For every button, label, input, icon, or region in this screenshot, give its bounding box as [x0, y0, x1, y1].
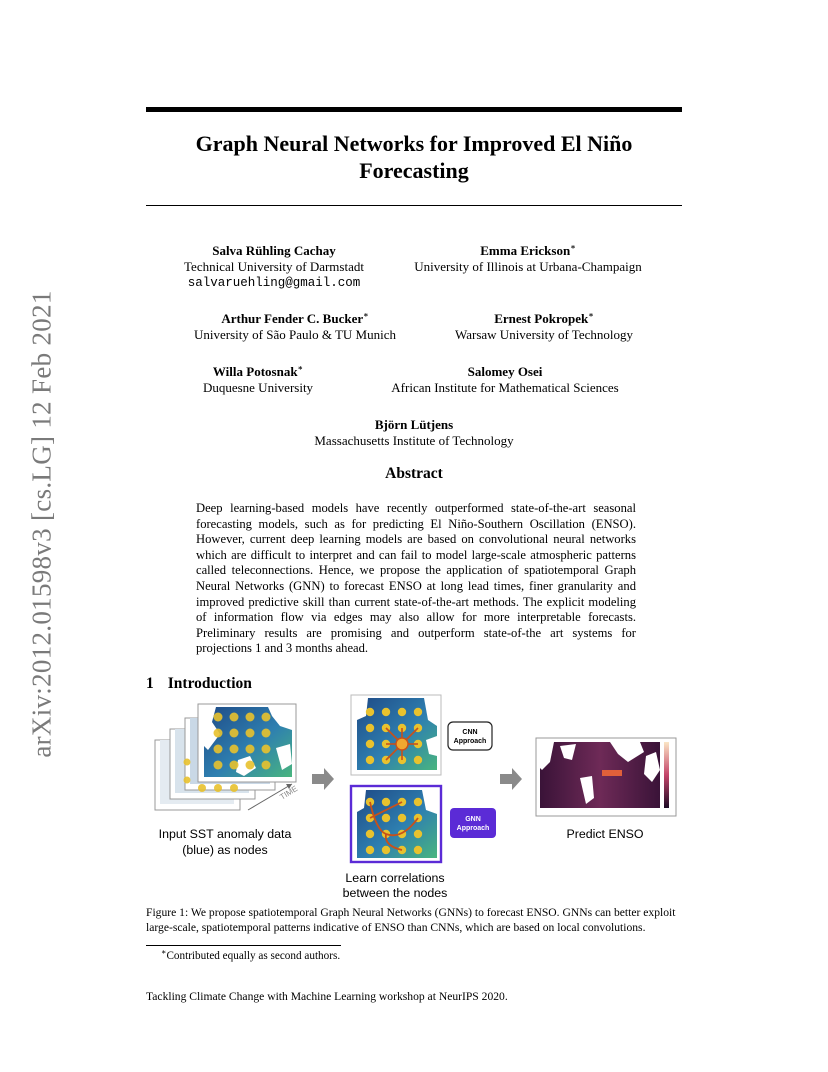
author-name: Willa Potosnak∗ — [212, 363, 304, 379]
svg-text:Approach: Approach — [456, 825, 490, 832]
section-title: Introduction — [167, 675, 252, 692]
svg-text:GNN: GNN — [465, 816, 481, 823]
time-label: TIME — [278, 783, 300, 802]
author-name: Emma Erickson∗ — [480, 242, 576, 258]
author-block — [378, 364, 632, 396]
section-number: 1 — [146, 675, 154, 692]
author-block — [178, 364, 338, 396]
figure-caption: Figure 1: We propose spatiotemporal Graph Neural Networks (GNNs) to forecast ENSO. GNNs can better exploit large-scale, spatiotemporal patterns indicative of ENSO than CNNs, which are based on local convolutions. — [146, 906, 676, 934]
title-bottom-rule — [146, 205, 682, 206]
author-affiliation: Duquesne University — [202, 380, 314, 395]
input-label: (blue) as nodes — [182, 843, 268, 857]
footnote-rule — [146, 945, 341, 946]
svg-text:Approach: Approach — [453, 738, 487, 745]
flow-arrow-icon — [312, 768, 334, 790]
arxiv-stamp: arXiv:2012.01598v3 [cs.LG] 12 Feb 2021 — [26, 290, 57, 758]
author-email[interactable]: salvaruehling@gmail.com — [187, 276, 361, 290]
author-name: Björn Lütjens — [374, 417, 454, 432]
footnote-mark: ∗ — [161, 947, 167, 957]
flow-arrow-icon — [500, 768, 522, 790]
footnote-text: Contributed equally as second authors. — [166, 950, 341, 962]
author-affiliation: Technical University of Darmstadt — [184, 259, 364, 274]
gnn-panel — [351, 786, 441, 862]
author-affiliation: University of São Paulo & TU Munich — [194, 327, 396, 342]
learn-label: between the nodes — [342, 886, 448, 900]
figure-diagram — [140, 690, 700, 905]
author-affiliation: Warsaw University of Technology — [455, 327, 633, 342]
abstract-heading: Abstract — [385, 465, 443, 482]
author-affiliation: Massachusetts Institute of Technology — [314, 433, 514, 448]
learn-label: Learn correlations — [345, 871, 445, 885]
title-top-rule — [146, 107, 682, 112]
figure-1 — [140, 690, 700, 905]
footnote — [161, 949, 340, 963]
author-block — [164, 243, 384, 291]
author-name: Salomey Osei — [467, 364, 543, 379]
paper-title: Graph Neural Networks for Improved El Niño Forecasting — [195, 131, 633, 183]
author-name: Ernest Pokropek∗ — [494, 310, 594, 326]
author-affiliation: University of Illinois at Urbana-Champaign — [414, 259, 642, 274]
author-block — [434, 311, 654, 343]
cnn-approach-badge — [448, 722, 492, 750]
author-name: Salva Rühling Cachay — [212, 243, 336, 258]
author-block — [398, 243, 658, 275]
svg-text:CNN: CNN — [462, 729, 478, 736]
gnn-approach-badge — [450, 808, 496, 838]
predict-label: Predict ENSO — [566, 827, 644, 841]
enso-output-map — [536, 738, 676, 816]
cnn-panel — [351, 695, 441, 775]
author-block — [294, 417, 534, 449]
author-affiliation: African Institute for Mathematical Sciences — [391, 380, 619, 395]
author-block — [170, 311, 420, 343]
input-label: Input SST anomaly data — [158, 827, 292, 841]
author-name: Arthur Fender C. Bucker∗ — [221, 310, 369, 326]
abstract-text: Deep learning-based models have recently outperformed state-of-the-art seasonal forecasting models, such as for predicting El Niño-Southern Oscillation (ENSO). However, current deep learning models are based on convolutional neural networks which are difficult to interpret and can fail to model large-scale atmospheric patterns called teleconnections. Hence, we propose the application of spatiotemporal Graph Neural Networks (GNN) to forecast ENSO at long lead times, finer granularity and improved predictive skill than current state-of-the-art methods. The explicit modeling of information flow via edges may also allow for more interpretable forecasts. Preliminary results are promising and outperform state-of-the art systems for projections 1 and 3 months ahead. — [196, 501, 636, 656]
workshop-note: Tackling Climate Change with Machine Learning workshop at NeurIPS 2020. — [146, 990, 508, 1003]
